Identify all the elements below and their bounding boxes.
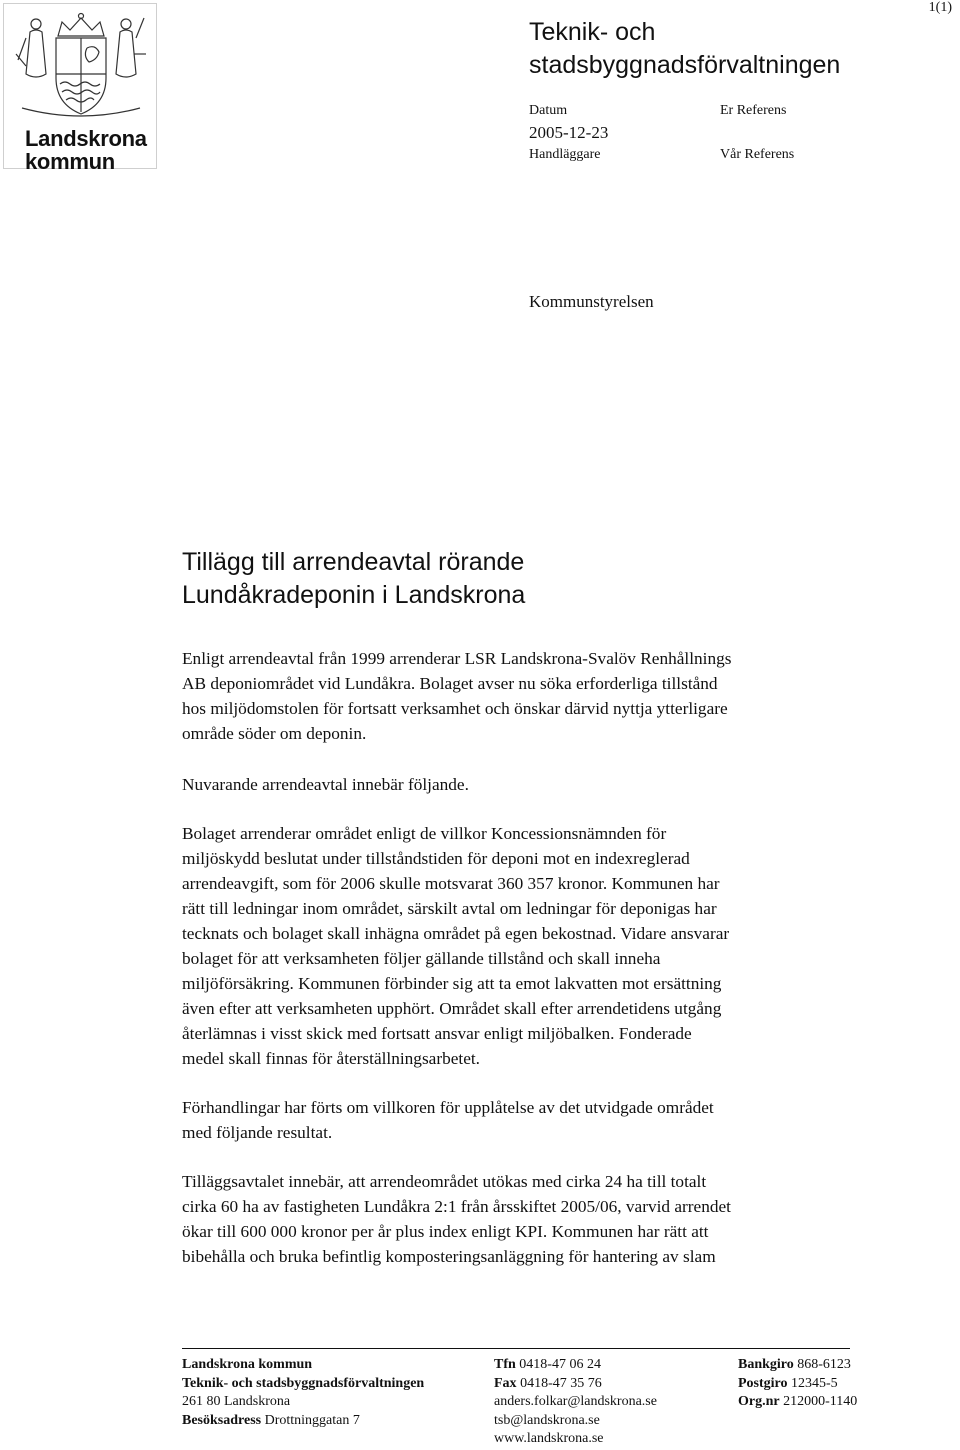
text-line: bolaget för att verksamheten följer gällande tillstånd och skall inneha [182,949,661,968]
paragraph-3 [182,821,882,1071]
paragraph-1 [182,646,882,746]
er-referens-label: Er Referens [720,103,787,118]
footer-org-name: Landskrona kommun [182,1357,313,1372]
footer-tfn-value: 0418-47 06 24 [519,1357,601,1372]
footer-bankgiro-label: Bankgiro [738,1357,794,1372]
text-line: hos miljödomstolen för fortsatt verksamhet och önskar därvid nyttja ytterligare [182,699,728,718]
text-line: miljöförsäkring. Kommunen förbinder sig att ta emot lakvatten mot ersättning [182,974,722,993]
text-line: rätt till ledningar inom området, särskilt avtal om ledningar för deponigas har [182,899,717,918]
text-line: Tilläggsavtalet innebär, att arrendeområdet utökas med cirka 24 ha till totalt [182,1172,707,1191]
department-title [529,16,840,82]
paragraph-2 [182,772,882,797]
text-line: Förhandlingar har förts om villkoren för upplåtelse av det utvidgade området [182,1098,714,1117]
footer-visit-label: Besöksadress [182,1412,262,1428]
text-line: AB deponiområdet vid Lundåkra. Bolaget avser nu söka erforderliga tillstånd [182,674,718,693]
text-line: tecknats och bolaget skall inhägna området på egen bekostnad. Vidare ansvarar [182,924,730,943]
footer-contact-column [494,1356,657,1449]
datum-label: Datum [529,103,568,118]
footer-visit-value: Drottninggatan 7 [264,1412,360,1428]
paragraph-5 [182,1169,882,1269]
footer-divider [182,1348,850,1349]
text-line: Nuvarande arrendeavtal innebär följande. [182,775,469,794]
document-title [182,546,525,612]
text-line: område söder om deponin. [182,724,367,743]
text-line: ökar till 600 000 kronor per år plus index enligt KPI. Kommunen har rätt att [182,1222,709,1241]
footer-web-link[interactable]: www.landskrona.se [494,1431,604,1446]
logo-text-line1: Landskrona [25,126,147,151]
page-number: 1(1) [928,0,952,15]
footer-orgnr-value: 212000-1140 [783,1394,858,1409]
var-referens-label: Vår Referens [720,147,795,162]
document-title-line1: Tillägg till arrendeavtal rörande [182,548,525,576]
text-line: bibehålla och bruka befintlig komposteringsanläggning för hantering av slam [182,1247,716,1266]
municipality-logo [3,3,157,174]
footer-address-column [182,1356,424,1430]
text-line: Bolaget arrenderar området enligt de villkor Koncessionsnämnden för [182,824,667,843]
text-line: medel skall finnas för återställningsarbetet. [182,1049,481,1068]
footer-finance-column [738,1356,857,1412]
footer-postal-address: 261 80 Landskrona [182,1394,291,1409]
text-line: cirka 60 ha av fastigheten Lundåkra 2:1 från årsskiftet 2005/06, varvid arrendet [182,1197,731,1216]
datum-value: 2005-12-23 [529,123,609,142]
department-title-line1: Teknik- och [529,18,656,46]
text-line: med följande resultat. [182,1123,333,1142]
paragraph-4 [182,1095,882,1145]
footer-tfn-label: Tfn [494,1357,516,1372]
department-title-line2: stadsbyggnadsförvaltningen [529,51,841,79]
document-title-line2: Lundåkradeponin i Landskrona [182,581,526,609]
logo-text-line2: kommun [25,149,115,174]
recipient: Kommunstyrelsen [529,292,654,311]
text-line: återlämnas i visst skick med fortsatt ansvar enligt miljöbalken. Fonderade [182,1024,692,1043]
footer-dept-name: Teknik- och stadsbyggnadsförvaltningen [182,1375,425,1391]
footer-postgiro-value: 12345-5 [791,1375,838,1391]
footer-postgiro-label: Postgiro [738,1375,788,1391]
text-line: även efter att verksamheten upphört. Området skall efter arrendetidens utgång [182,999,722,1018]
text-line: arrendeavgift, som för 2006 skulle motsvarat 360 357 kronor. Kommunen har [182,874,720,893]
handlaggare-label: Handläggare [529,147,601,162]
footer-email-link[interactable]: anders.folkar@landskrona.se [494,1394,657,1409]
footer-bankgiro-value: 868-6123 [797,1357,851,1372]
footer-email-link[interactable]: tsb@landskrona.se [494,1412,600,1428]
footer-orgnr-label: Org.nr [738,1394,780,1409]
footer-fax-label: Fax [494,1375,517,1391]
footer-fax-value: 0418-47 35 76 [520,1375,602,1391]
text-line: miljöskydd beslutat under tillståndstiden för deponi mot en indexreglerad [182,849,690,868]
text-line: Enligt arrendeavtal från 1999 arrenderar LSR Landskrona-Svalöv Renhållnings [182,649,732,668]
coat-of-arms-icon [12,8,150,124]
